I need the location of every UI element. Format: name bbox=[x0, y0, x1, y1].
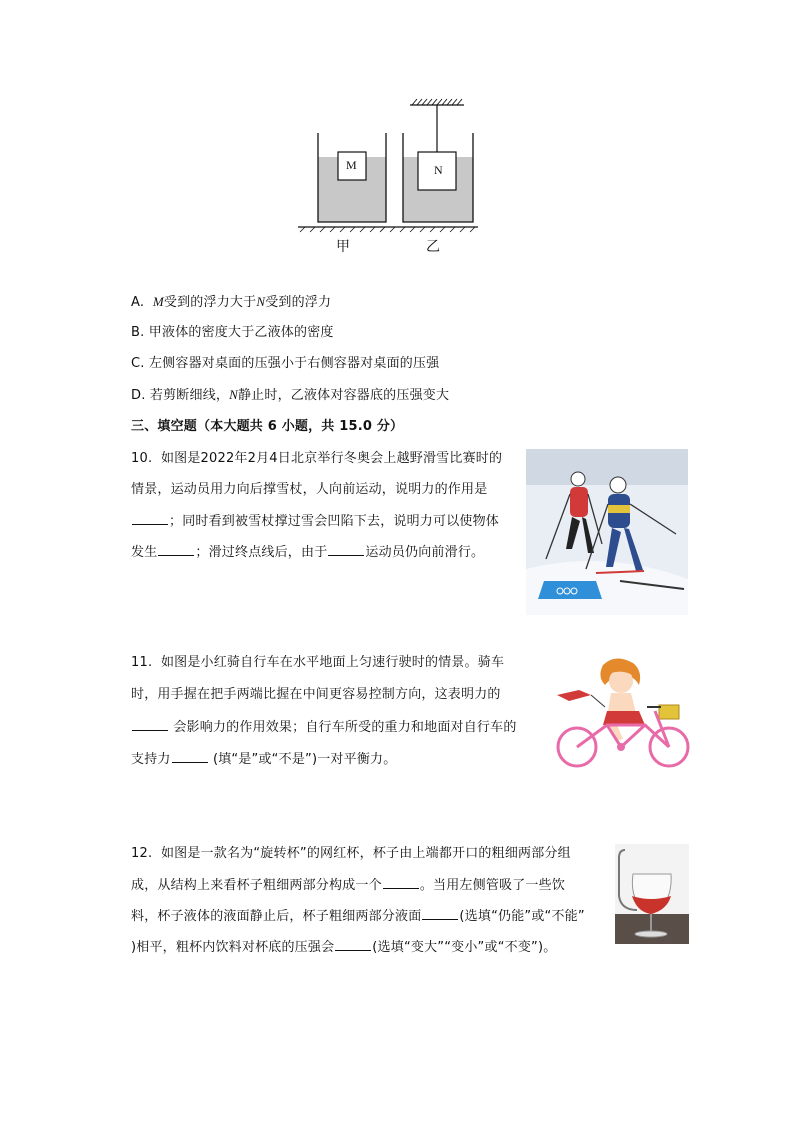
option-b: B. 甲液体的密度大于乙液体的密度 bbox=[131, 325, 334, 340]
option-c: C. 左侧容器对桌面的压强小于右侧容器对桌面的压强 bbox=[131, 356, 440, 371]
blank[interactable] bbox=[328, 543, 364, 556]
blank[interactable] bbox=[335, 938, 371, 951]
q10-line1: 10. 如图是2022年2月4日北京举行冬奥会上越野滑雪比赛时的 bbox=[131, 451, 503, 466]
blank[interactable] bbox=[383, 876, 419, 889]
q10-line4: 发生 ；滑过终点线后，由于 运动员仍向前滑行。 bbox=[131, 545, 485, 560]
q12-line3: 料，杯子液体的液面静止后，杯子粗细两部分液面 (选填“仍能”或“不能” bbox=[131, 909, 585, 924]
option-d: D. 若剪断细线，N静止时，乙液体对容器底的压强变大 bbox=[131, 387, 450, 403]
section-heading: 三、填空题（本大题共 6 小题，共 15.0 分） bbox=[131, 419, 404, 434]
q11-line2: 时，用手握在把手两端比握在中间更容易控制方向，这表明力的 bbox=[131, 687, 501, 702]
cyclist-illustration bbox=[545, 655, 695, 770]
q12-line2: 成，从结构上来看杯子粗细两部分构成一个 。当用左侧管吸了一些饮 bbox=[131, 878, 566, 893]
label-n: N bbox=[434, 163, 443, 177]
blank[interactable] bbox=[132, 512, 168, 525]
ceiling-support bbox=[410, 99, 464, 105]
q12-line1: 12. 如图是一款名为“旋转杯”的网红杯，杯子由上端都开口的粗细两部分组 bbox=[131, 846, 571, 861]
blank[interactable] bbox=[422, 907, 458, 920]
q12-line4: )相平，粗杯内饮料对杯底的压强会 (选填“变大”“变小”或“不变”)。 bbox=[131, 940, 557, 955]
option-a: A. M受到的浮力大于N受到的浮力 bbox=[131, 294, 332, 310]
q10-line3: ；同时看到被雪杖撑过雪会凹陷下去，说明力可以使物体 bbox=[131, 512, 499, 531]
skiing-photo bbox=[526, 449, 688, 615]
q11-line3: 会影响力的作用效果；自行车所受的重力和地面对自行车的 bbox=[131, 718, 517, 737]
label-jia: 甲 bbox=[336, 239, 350, 255]
label-yi: 乙 bbox=[426, 239, 440, 255]
blank[interactable] bbox=[172, 750, 208, 763]
q11-line4: 支持力 (填“是”或“不是”)一对平衡力。 bbox=[131, 752, 397, 767]
q11-line1: 11. 如图是小红骑自行车在水平地面上匀速行驶时的情景。骑车 bbox=[131, 655, 505, 670]
rotating-cup-photo bbox=[615, 844, 689, 944]
blank[interactable] bbox=[158, 543, 194, 556]
label-m: M bbox=[346, 158, 357, 172]
blank[interactable] bbox=[132, 718, 168, 731]
buoyancy-diagram bbox=[290, 95, 480, 265]
q10-line2: 情景，运动员用力向后撑雪杖，人向前运动，说明力的作用是 bbox=[131, 482, 488, 497]
